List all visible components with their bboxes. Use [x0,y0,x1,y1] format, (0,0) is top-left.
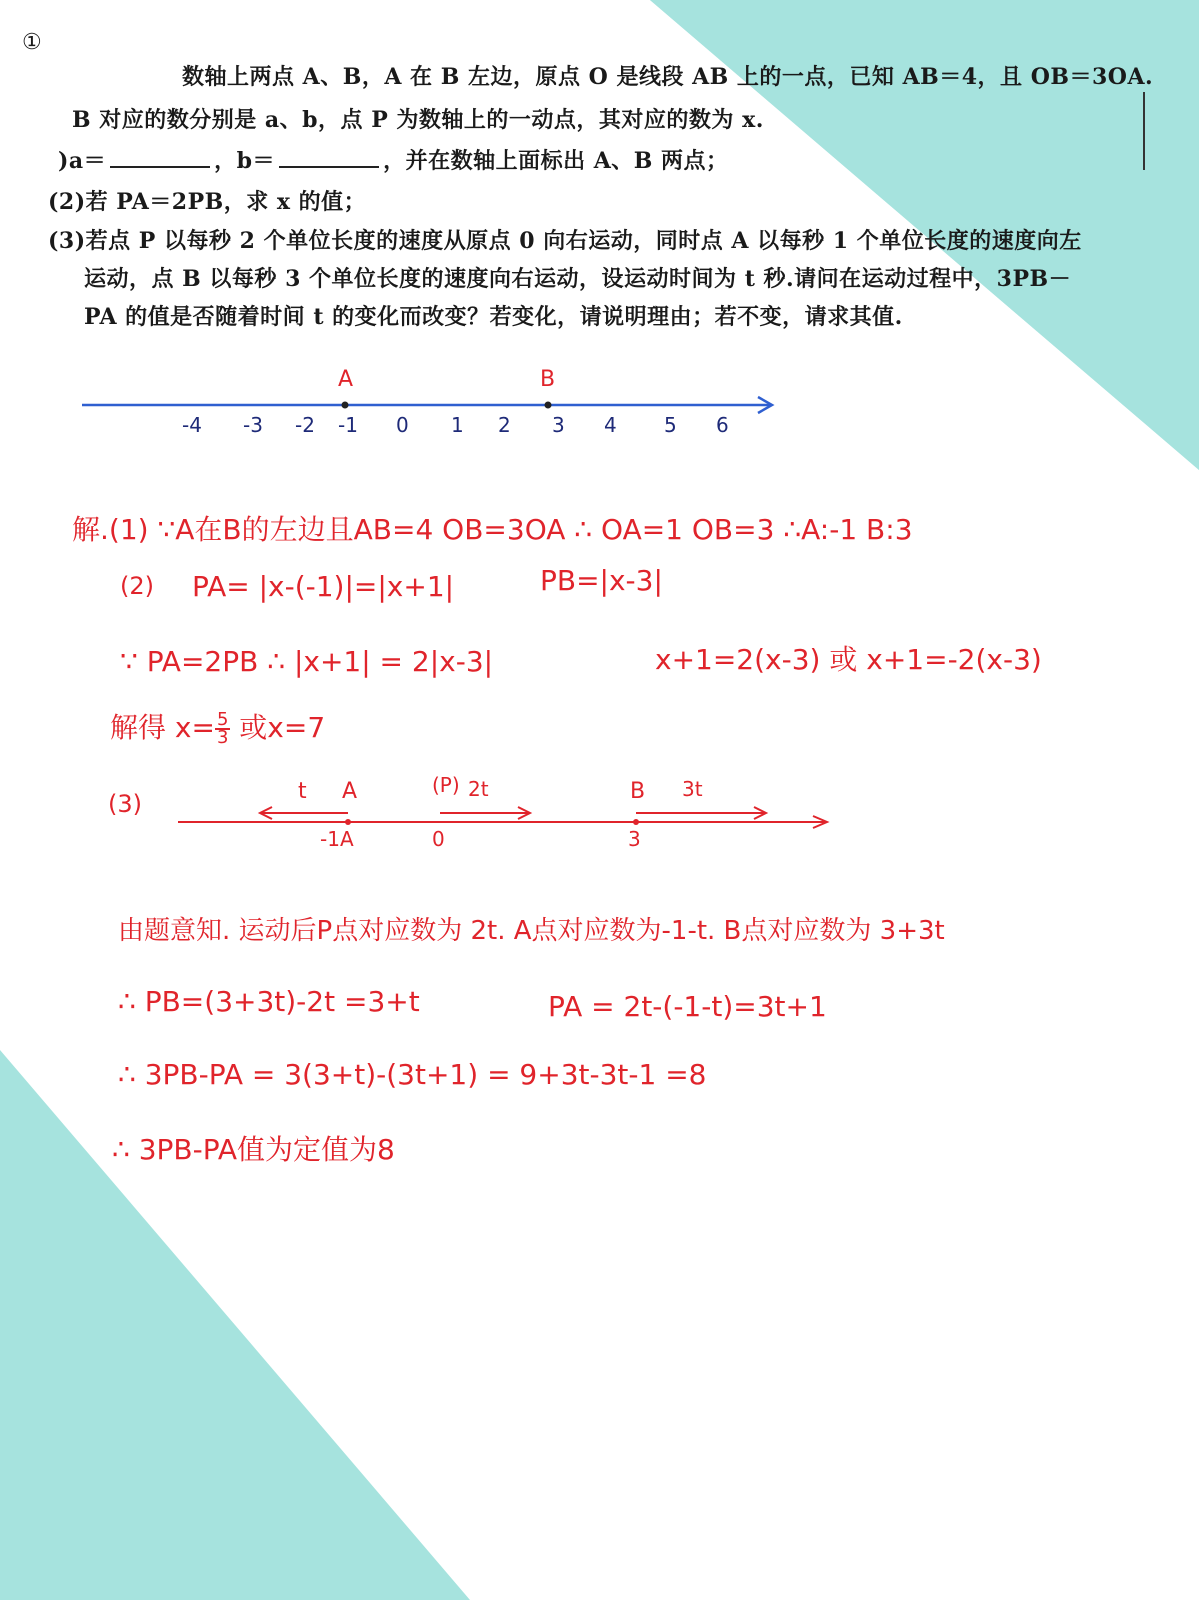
label-t: t [298,779,307,804]
tick-label: -4 [182,413,202,437]
question-1 [58,144,729,175]
solution-step-1: 解.(1) ∵A在B的左边且AB=4 OB=3OA ∴ OA=1 OB=3 ∴A:-1 B:3 [72,513,913,546]
tick-label: 0 [396,413,409,437]
solution-result [110,706,325,746]
solution-pa-expression: PA= |x-(-1)|=|x+1| [192,570,455,603]
point-a-start [345,819,351,825]
problem-line-1: 数轴上两点 A、B，A 在 B 左边，原点 O 是线段 AB 上的一点，已知 AB＝4，且 OB＝3OA. [182,64,1154,90]
tick-label: 4 [604,413,617,437]
solution-part-2-label: (2) [120,572,154,600]
solution-positions: 由题意知. 运动后P点对应数为 2t. A点对应数为-1-t. B点对应数为 3+3t [118,916,945,946]
tick-label: -1 [338,413,358,437]
question-3-line-2: 运动，点 B 以每秒 3 个单位长度的速度向右运动，设运动时间为 t 秒.请问在运动过程中，3PB－ [84,266,1072,292]
point-a-label: A [338,367,354,392]
label-three: 3 [628,827,641,850]
point-b-label: B [540,367,556,392]
solution-cases: x+1=2(x-3) 或 x+1=-2(x-3) [655,643,1042,676]
q1-prefix: )a＝ [58,148,107,174]
tick-label: 1 [451,413,464,437]
q1-suffix: ，并在数轴上面标出 A、B 两点； [383,148,729,174]
fraction-denominator: 3 [216,727,229,748]
solution-conclusion: ∴ 3PB-PA值为定值为8 [112,1133,395,1166]
fraction-numerator: 5 [216,709,229,730]
label-neg1-a: -1A [320,827,354,850]
label-3t: 3t [682,777,703,801]
question-2: (2)若 PA＝2PB，求 x 的值； [48,189,367,215]
question-3-line-3: PA 的值是否随着时间 t 的变化而改变？若变化，请说明理由；若不变，请求其值. [84,304,903,330]
tick-label: -3 [243,413,263,437]
tick-label: 6 [716,413,729,437]
point-a-dot [342,402,349,409]
solution-pb-expression: PB=|x-3| [540,564,663,597]
problem-line-2: B 对应的数分别是 a、b，点 P 为数轴上的一动点，其对应的数为 x. [72,107,764,133]
label-zero: 0 [432,827,445,850]
solution-part-3-label: (3) [108,790,142,818]
number-line-figure [70,360,800,450]
result-prefix: 解得 x= [110,711,215,744]
margin-line [1143,92,1145,170]
fraction-five-thirds [215,709,230,748]
answer-blank-a [110,146,210,168]
point-b-dot [545,402,552,409]
tick-label: -2 [295,413,315,437]
tick-label: 5 [664,413,677,437]
corner-mark: ① [22,30,43,55]
solution-equation: ∵ PA=2PB ∴ |x+1| = 2|x-3| [120,645,494,678]
result-suffix: 或x=7 [230,711,326,744]
point-b-start [633,819,639,825]
solution-compute: ∴ 3PB-PA = 3(3+t)-(3t+1) = 9+3t-3t-1 =8 [118,1058,707,1091]
label-b: B [630,779,646,804]
label-a: A [342,779,358,804]
label-2t: 2t [468,777,489,801]
label-p: (P) [432,773,460,797]
solution-pa-value: PA = 2t-(-1-t)=3t+1 [548,990,827,1023]
answer-blank-b [279,146,379,168]
motion-diagram [170,770,840,850]
question-3-line-1: (3)若点 P 以每秒 2 个单位长度的速度从原点 0 向右运动，同时点 A 以每秒 1 个单位长度的速度向左 [48,228,1082,254]
q1-mid: ，b＝ [214,148,276,174]
tick-label: 3 [552,413,565,437]
tick-label: 2 [498,413,511,437]
solution-pb-value: ∴ PB=(3+3t)-2t =3+t [118,985,420,1018]
